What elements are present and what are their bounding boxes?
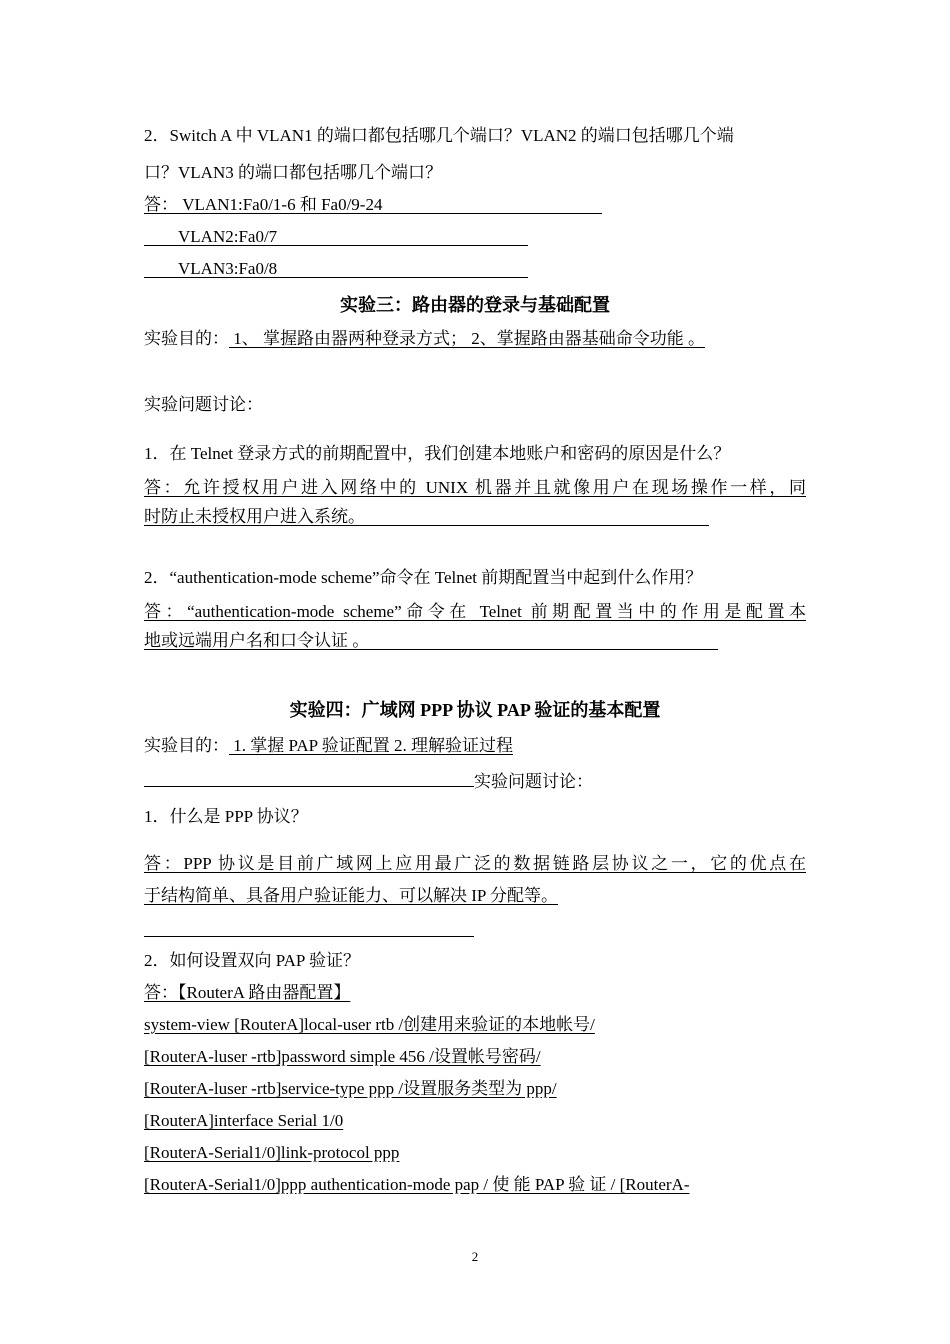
exp4-discussion-line — [144, 770, 593, 793]
config-command: [RouterA-Serial1/0]ppp authentication-mode pap / 使 能 PAP 验 证 / [RouterA- — [144, 1175, 690, 1194]
exp3-discussion-heading: 实验问题讨论： — [144, 395, 263, 414]
exp3-answer-1-line2 — [144, 509, 709, 532]
exp4-answer-2-head: 答：【RouterA 路由器配置】 — [144, 983, 351, 1002]
question-vlan-ports-line1: 2．Switch A 中 VLAN1 的端口都包括哪几个端口？VLAN2 的端口包括哪几个端 — [144, 126, 734, 145]
exp3-answer-1-line2-text: 时防止未授权用户进入系统。 — [144, 507, 365, 526]
exp4-purpose-label: 实验目的： — [144, 736, 229, 755]
question-vlan-ports-line2: 口？VLAN3 的端口都包括哪几个端口？ — [144, 163, 442, 182]
exp4-purpose — [144, 735, 513, 757]
answer-vlan2 — [144, 229, 528, 252]
config-command: system-view [RouterA]local-user rtb /创建用来验证的本地帐号/ — [144, 1015, 595, 1034]
exp3-purpose — [144, 328, 705, 350]
exp3-answer-2-line2 — [144, 633, 718, 656]
exp4-question-1: 1．什么是 PPP 协议？ — [144, 807, 308, 826]
exp4-discussion-heading: 实验问题讨论： — [474, 772, 593, 791]
exp4-question-2: 2．如何设置双向 PAP 验证？ — [144, 951, 360, 970]
exp3-purpose-label: 实验目的： — [144, 329, 229, 348]
config-command: [RouterA-Serial1/0]link-protocol ppp — [144, 1143, 400, 1162]
answer-vlan3-text: VLAN3:Fa0/8 — [178, 259, 278, 278]
exp4-answer-1-line1: 答：PPP 协议是目前广域网上应用最广泛的数据链路层协议之一，它的优点在 — [144, 854, 806, 873]
exp3-answer-2-line2-text: 地或远端用户名和口令认证 。 — [144, 631, 370, 650]
exp3-question-2: 2．“authentication-mode scheme”命令在 Telnet 前期配置当中起到什么作用？ — [144, 568, 703, 587]
blank-rule — [144, 936, 474, 937]
exp3-answer-2-line1: 答：“authentication-mode scheme”命令在 Telnet 前期配置当中的作用是配置本 — [144, 602, 806, 621]
exp3-answer-1-line1: 答：允许授权用户进入网络中的 UNIX 机器并且就像用户在现场操作一样，同 — [144, 478, 806, 497]
answer-vlan3 — [144, 261, 528, 284]
config-command: [RouterA-luser -rtb]password simple 456 /设置帐号密码/ — [144, 1047, 541, 1066]
answer-vlan2-text: VLAN2:Fa0/7 — [178, 227, 278, 246]
exp4-answer-1-line2: 于结构简单、具备用户验证能力、可以解决 IP 分配等。 — [144, 886, 558, 905]
blank-rule — [144, 770, 474, 787]
exp4-purpose-text: 1. 掌握 PAP 验证配置 2. 理解验证过程 — [229, 736, 513, 755]
config-command: [RouterA-luser -rtb]service-type ppp /设置服务类型为 ppp/ — [144, 1079, 557, 1098]
exp3-question-1: 1．在 Telnet 登录方式的前期配置中，我们创建本地账户和密码的原因是什么？ — [144, 444, 731, 463]
section-title-exp4: 实验四：广域网 PPP 协议 PAP 验证的基本配置 — [289, 700, 661, 720]
page-number: 2 — [471, 1249, 479, 1264]
answer-vlan1 — [144, 197, 602, 220]
exp3-purpose-text: 1、 掌握路由器两种登录方式； 2、掌握路由器基础命令功能 。 — [229, 329, 705, 348]
section-title-exp3: 实验三：路由器的登录与基础配置 — [340, 295, 610, 315]
config-command: [RouterA]interface Serial 1/0 — [144, 1111, 344, 1130]
answer-vlan1-text: 答： VLAN1:Fa0/1-6 和 Fa0/9-24 — [144, 195, 383, 214]
